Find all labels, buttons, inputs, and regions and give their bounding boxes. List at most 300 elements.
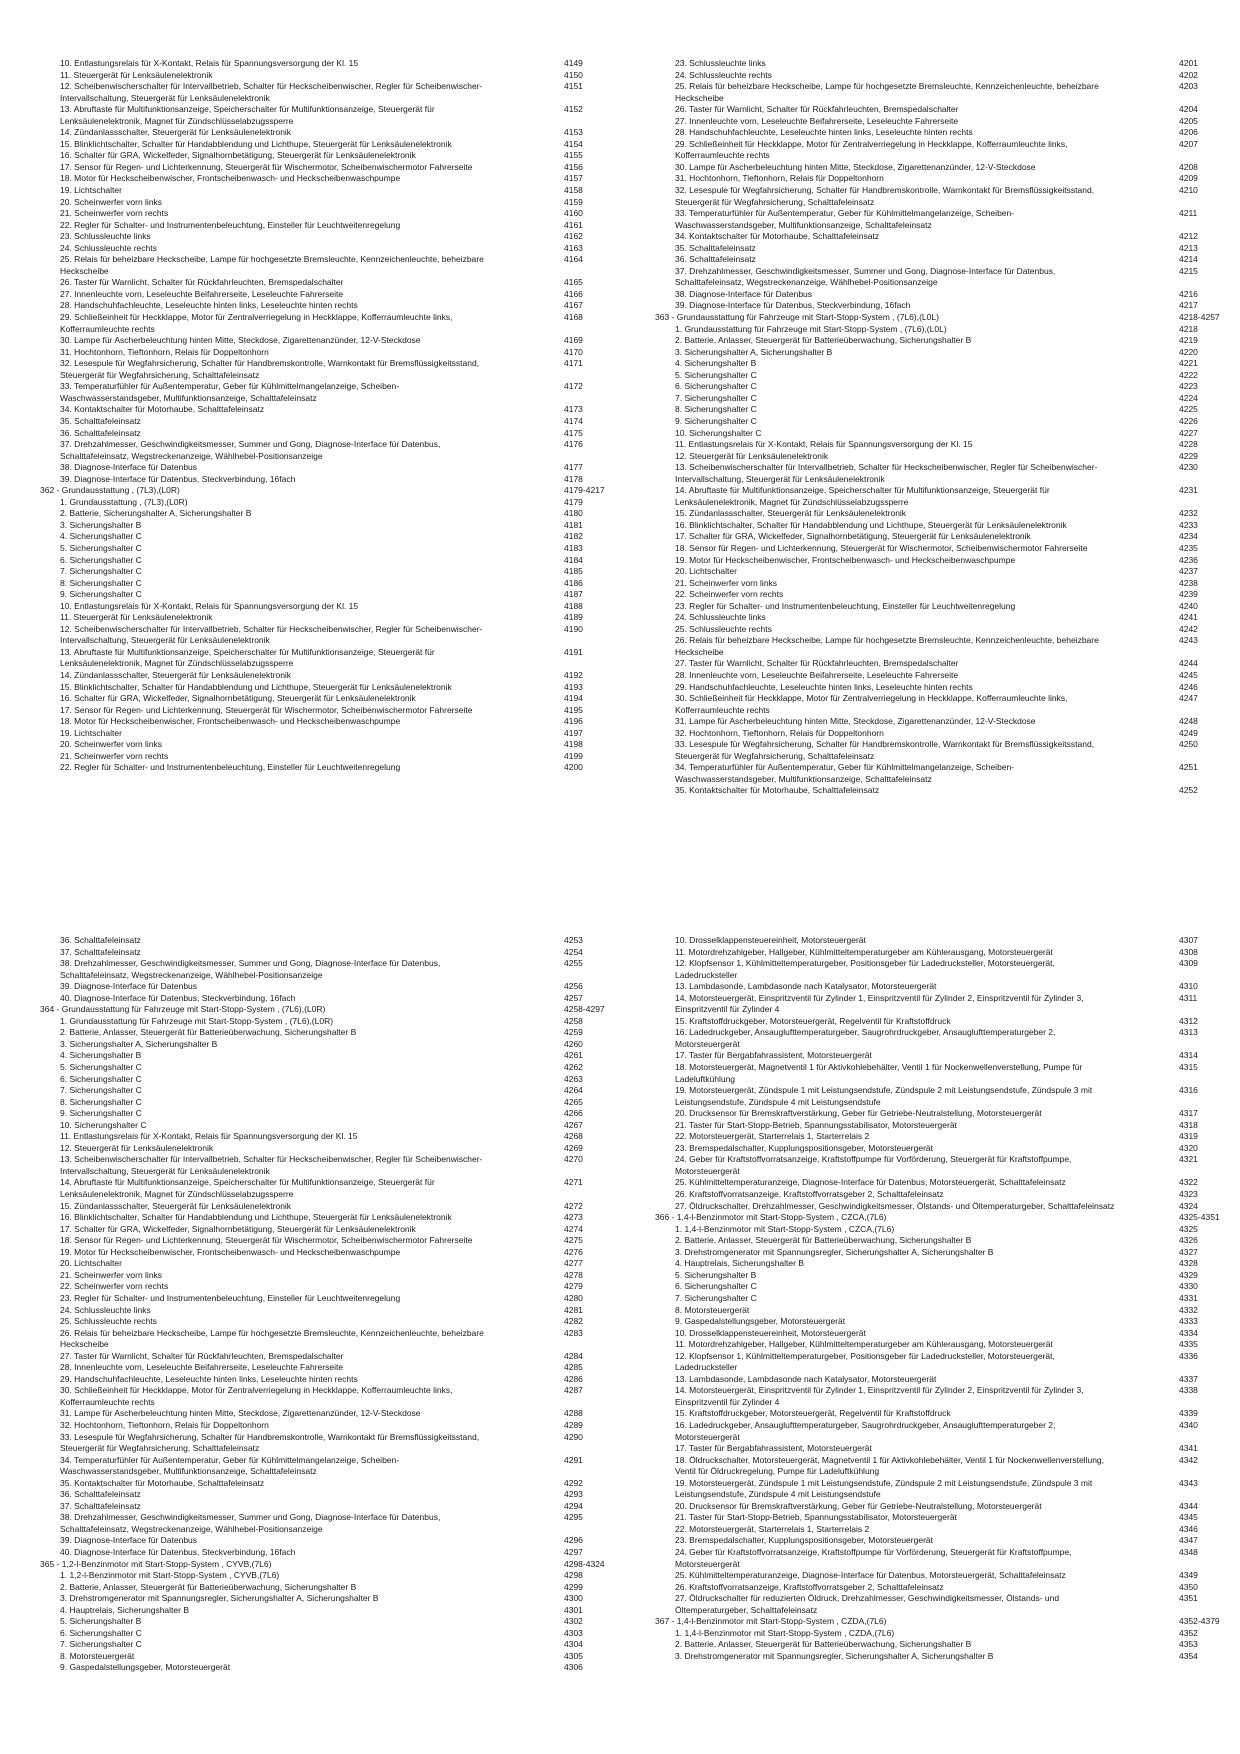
entry-page-number: 4153 (564, 127, 583, 138)
entry-text: 29. Handschuhfachleuchte, Leseleuchte hinten links, Leseleuchte hinten rechts (675, 681, 973, 692)
entry-text: 24. Geber für Kraftstoffvorratsanzeige, Kraftstoffpumpe für Vorförderung, Steuergerät für Kraftstoffpumpe, Motorsteuergerät (675, 1546, 1072, 1569)
entry-page-number: 4192 (564, 669, 583, 680)
index-entry (60, 1420, 620, 1432)
entry-page-number: 4197 (564, 727, 583, 738)
entry-page-number: 4321 (1179, 1154, 1198, 1165)
entry-page-number: 4349 (1179, 1570, 1198, 1581)
entry-text: 23. Regler für Schalter- und Instrumentenbeleuchtung, Einsteller für Leuchtweitenregelung (675, 600, 1016, 611)
entry-text: 3. Drehstromgenerator mit Spannungsregler, Sicherungshalter A, Sicherungshalter B (675, 1650, 994, 1661)
entry-text: 4. Sicherungshalter B (60, 1050, 142, 1061)
index-entry (60, 1177, 620, 1200)
index-entry (675, 1247, 1235, 1259)
entry-text: 2. Batterie, Anlasser, Steuergerät für Batterieüberwachung, Sicherungshalter B (675, 1235, 972, 1246)
entry-page-number: 4350 (1179, 1581, 1198, 1592)
entry-text: 17. Schalter für GRA, Wickelfeder, Signalhornbetätigung, Steuergerät für Lenksäulenelektronik (675, 531, 1031, 542)
entry-text: 7. Sicherungshalter C (675, 1292, 757, 1303)
entry-page-number: 4217 (1179, 300, 1198, 311)
index-entry (60, 543, 620, 555)
entry-page-number: 4288 (564, 1408, 583, 1419)
entry-page-number: 4312 (1179, 1015, 1198, 1026)
index-entry (60, 1628, 620, 1640)
entry-page-number: 4227 (1179, 427, 1198, 438)
entry-page-number: 4283 (564, 1327, 583, 1338)
entry-text: 9. Sicherungshalter C (675, 415, 757, 426)
entry-text: 11. Steuergerät für Lenksäulenelektronik (60, 69, 213, 80)
index-entry (60, 416, 620, 428)
index-entry (60, 612, 620, 624)
entry-text: 13. Lambdasonde, Lambdasonde nach Katalysator, Motorsteuergerät (675, 1373, 937, 1384)
entry-page-number: 4155 (564, 150, 583, 161)
index-entry (60, 254, 620, 277)
entry-text: 27. Innenleuchte vorn, Leseleuchte Beifahrerseite, Leseleuchte Fahrerseite (60, 288, 344, 299)
entry-text: 30. Lampe für Ascherbeleuchtung hinten Mitte, Steckdose, Zigarettenanzünder, 12-V-Steckdose (675, 161, 1036, 172)
index-entry (675, 543, 1235, 555)
entry-page-number: 4248 (1179, 716, 1198, 727)
entry-page-number: 4280 (564, 1292, 583, 1303)
index-entry (675, 462, 1235, 485)
entry-page-number: 4325 (1179, 1223, 1198, 1234)
entry-page-number: 4323 (1179, 1189, 1198, 1200)
entry-text: 37. Schalttafeleinsatz (60, 946, 141, 957)
entry-page-number: 4332 (1179, 1304, 1198, 1315)
entry-text: 17. Sensor für Regen- und Lichterkennung, Steuergerät für Wischermotor, Scheibenwischermotor Fahrerseite (60, 704, 473, 715)
index-entry (675, 289, 1235, 301)
index-entry (675, 1085, 1235, 1108)
entry-page-number: 4230 (1179, 462, 1198, 473)
entry-text: 1. Grundausstattung , (7L3),(L0R) (60, 496, 188, 507)
index-entry (60, 1062, 620, 1074)
index-column-right (655, 58, 1235, 797)
entry-page-number: 4240 (1179, 600, 1198, 611)
index-entry (60, 670, 620, 682)
entry-text: 36. Schalttafeleinsatz (60, 935, 141, 945)
index-entry (675, 785, 1235, 797)
index-entry (60, 462, 620, 474)
entry-text: 18. Motor für Heckscheibenwischer, Frontscheibenwasch- und Heckscheibenwaschpumpe (60, 173, 401, 184)
index-entry (60, 127, 620, 139)
index-entry (675, 485, 1235, 508)
entry-text: 7. Sicherungshalter C (675, 392, 757, 403)
index-entry (675, 381, 1235, 393)
entry-page-number: 4169 (564, 335, 583, 346)
entry-page-number: 4152 (564, 104, 583, 115)
index-entry (60, 1351, 620, 1363)
index-entry (60, 1547, 620, 1559)
entry-page-number: 4165 (564, 277, 583, 288)
entry-text: 12. Steuergerät für Lenksäulenelektronik (60, 1142, 214, 1153)
entry-page-number: 4210 (1179, 185, 1198, 196)
entry-text: 25. Kühlmitteltemperaturanzeige, Diagnose-Interface für Datenbus, Motorsteuergerät, Schalttafeleinsatz (675, 1177, 1066, 1188)
index-entry (675, 1120, 1235, 1132)
section-heading (40, 1559, 620, 1571)
entry-page-number: 4320 (1179, 1142, 1198, 1153)
section-page-range: 4352-4379 (1179, 1616, 1220, 1627)
entry-text: 40. Diagnose-Interface für Datenbus, Steckverbindung, 16fach (60, 1546, 296, 1557)
entry-text: 8. Motorsteuergerät (60, 1650, 135, 1661)
entry-text: 6. Sicherungshalter C (60, 554, 142, 565)
entry-text: 38. Drehzahlmesser, Geschwindigkeitsmesser, Summer und Gong, Diagnose-Interface für Datenbus, Schalttafeleinsatz, Wegstreckenanzeige, Wählhebel-Positionsanzeige (60, 958, 441, 980)
entry-page-number: 4220 (1179, 346, 1198, 357)
entry-text: 37. Drehzahlmesser, Geschwindigkeitsmesser, Summer und Gong, Diagnose-Interface für Datenbus, Schalttafeleinsatz, Wegstreckenanzeige, Wählhebel-Positionsanzeige (675, 265, 1056, 288)
entry-page-number: 4300 (564, 1593, 583, 1604)
index-entry (675, 693, 1235, 716)
index-entry (60, 1143, 620, 1155)
entry-text: 32. Lesespule für Wegfahrsicherung, Schalter für Handbremskontrolle, Warnkontakt für Bremsflüssigkeitsstand, Steuergerät für Wegfahrsicherung, Schalttafeleinsatz (60, 358, 480, 380)
entry-text: 26. Kraftstoffvorratsanzeige, Kraftstoffvorratsgeber 2, Schalttafeleinsatz (675, 1581, 944, 1592)
entry-page-number: 4183 (564, 542, 583, 553)
entry-text: 13. Abruftaste für Multifunktionsanzeige, Speicherschalter für Multifunktionsanzeige, Steuergerät für Lenksäulenelektronik, Magnet für Zündschlüsselabzugssperre (60, 104, 435, 126)
entry-text: 5. Sicherungshalter C (60, 1062, 142, 1073)
entry-text: 27. Taster für Warnlicht, Schalter für Rückfahrleuchten, Bremspedalschalter (60, 1350, 344, 1361)
entry-page-number: 4191 (564, 646, 583, 657)
index-entry (675, 254, 1235, 266)
index-entry (675, 324, 1235, 336)
entry-text: 24. Geber für Kraftstoffvorratsanzeige, Kraftstoffpumpe für Vorförderung, Steuergerät für Kraftstoffpumpe, Motorsteuergerät (675, 1154, 1072, 1176)
entry-text: 24. Schlussleuchte rechts (675, 69, 772, 80)
entry-page-number: 4223 (1179, 381, 1198, 392)
entry-page-number: 4352 (1179, 1627, 1198, 1638)
entry-page-number: 4249 (1179, 727, 1198, 738)
index-entry (675, 1201, 1235, 1213)
index-entry (60, 751, 620, 763)
entry-page-number: 4334 (1179, 1327, 1198, 1338)
entry-page-number: 4214 (1179, 254, 1198, 265)
section-title: 366 - 1,4-l-Benzinmotor mit Start-Stopp-System , CZCA,(7L6) (655, 1212, 887, 1223)
entry-page-number: 4201 (1179, 58, 1198, 68)
entry-page-number: 4318 (1179, 1119, 1198, 1130)
index-entry (60, 289, 620, 301)
index-entry (60, 1154, 620, 1177)
entry-page-number: 4198 (564, 739, 583, 750)
entry-page-number: 4344 (1179, 1500, 1198, 1511)
entry-text: 27. Innenleuchte vorn, Leseleuchte Beifahrerseite, Leseleuchte Fahrerseite (675, 115, 959, 126)
entry-text: 31. Hochtonhorn, Tieftonhorn, Relais für Doppeltonhorn (60, 346, 269, 357)
index-entry (60, 1662, 620, 1674)
entry-text: 7. Sicherungshalter C (60, 566, 142, 577)
index-entry (60, 1362, 620, 1374)
entry-text: 10. Drosselklappensteuereinheit, Motorsteuergerät (675, 1327, 866, 1338)
section-page-range: 4179-4217 (564, 485, 605, 496)
entry-page-number: 4254 (564, 946, 583, 957)
entry-page-number: 4351 (1179, 1593, 1198, 1604)
entry-text: 11. Entlastungsrelais für X-Kontakt, Relais für Spannungsversorgung der Kl. 15 (675, 439, 973, 450)
index-entry (60, 439, 620, 462)
index-entry (60, 220, 620, 232)
entry-page-number: 4264 (564, 1085, 583, 1096)
entry-page-number: 4329 (1179, 1269, 1198, 1280)
entry-text: 15. Zündanlassschalter, Steuergerät für Lenksäulenelektronik (60, 1200, 292, 1211)
entry-page-number: 4298 (564, 1570, 583, 1581)
index-entry (675, 520, 1235, 532)
entry-page-number: 4268 (564, 1131, 583, 1142)
entry-page-number: 4315 (1179, 1062, 1198, 1073)
entry-page-number: 4244 (1179, 658, 1198, 669)
entry-page-number: 4294 (564, 1500, 583, 1511)
index-entry (675, 578, 1235, 590)
entry-text: 5. Sicherungshalter C (60, 542, 142, 553)
entry-page-number: 4313 (1179, 1027, 1198, 1038)
entry-text: 27. Öldruckschalter, Drehzahlmesser, Geschwindigkeitsmesser, Ölstands- und Öltemperaturgeber, Schalttafeleinsatz (675, 1200, 1115, 1211)
entry-page-number: 4204 (1179, 104, 1198, 115)
entry-text: 10. Sicherungshalter C (60, 1119, 147, 1130)
index-entry (675, 1270, 1235, 1282)
entry-text: 1. 1,2-l-Benzinmotor mit Start-Stopp-System , CYVB,(7L6) (60, 1570, 280, 1581)
entry-page-number: 4342 (1179, 1454, 1198, 1465)
entry-page-number: 4277 (564, 1258, 583, 1269)
index-entry (675, 1628, 1235, 1640)
index-entry (675, 624, 1235, 636)
entry-text: 22. Scheinwerfer vorn rechts (675, 589, 784, 600)
entry-page-number: 4252 (1179, 785, 1198, 796)
entry-text: 31. Hochtonhorn, Tieftonhorn, Relais für Doppeltonhorn (675, 173, 884, 184)
entry-page-number: 4170 (564, 346, 583, 357)
entry-text: 39. Diagnose-Interface für Datenbus, Steckverbindung, 16fach (60, 473, 296, 484)
entry-text: 16. Schalter für GRA, Wickelfeder, Signalhornbetätigung, Steuergerät für Lenksäulenelektronik (60, 150, 416, 161)
entry-text: 15. Zündanlassschalter, Steuergerät für Lenksäulenelektronik (675, 508, 907, 519)
index-entry (60, 1016, 620, 1028)
entry-page-number: 4292 (564, 1477, 583, 1488)
index-entry (675, 762, 1235, 785)
entry-page-number: 4267 (564, 1119, 583, 1130)
index-entry (60, 162, 620, 174)
index-entry (60, 508, 620, 520)
entry-page-number: 4309 (1179, 958, 1198, 969)
index-entry (60, 335, 620, 347)
entry-text: 34. Kontaktschalter für Motorhaube, Schalttafeleinsatz (60, 404, 265, 415)
entry-text: 36. Schalttafeleinsatz (60, 427, 141, 438)
index-entry (60, 935, 620, 947)
entry-page-number: 4296 (564, 1535, 583, 1546)
index-entry (675, 981, 1235, 993)
entry-page-number: 4182 (564, 531, 583, 542)
section-heading (40, 485, 620, 497)
entry-page-number: 4218 (1179, 323, 1198, 334)
entry-text: 20. Drucksensor für Bremskraftverstärkung, Geber für Getriebe-Neutralstellung, Motorsteuergerät (675, 1500, 1042, 1511)
index-entry (675, 682, 1235, 694)
entry-page-number: 4187 (564, 589, 583, 600)
entry-page-number: 4301 (564, 1604, 583, 1615)
entry-page-number: 4179 (564, 496, 583, 507)
index-entry (60, 1455, 620, 1478)
entry-text: 13. Lambdasonde, Lambdasonde nach Katalysator, Motorsteuergerät (675, 981, 937, 992)
entry-text: 27. Öldruckschalter für reduzierten Öldruck, Drehzahlmesser, Geschwindigkeitsmesser, Ölstands- und Öltemperaturgeber, Schalttafeleinsatz (675, 1593, 1060, 1615)
entry-page-number: 4225 (1179, 404, 1198, 415)
entry-text: 24. Schlussleuchte links (60, 1304, 151, 1315)
entry-page-number: 4176 (564, 439, 583, 450)
index-entry (60, 1293, 620, 1305)
entry-text: 16. Ladedruckgeber, Ansauglufttemperaturgeber, Saugrohrdruckgeber, Ansauglufttemperaturgeber 2, Motorsteuergerät (675, 1419, 1056, 1442)
section-page-range: 4298-4324 (564, 1558, 605, 1569)
index-entry (60, 1027, 620, 1039)
entry-page-number: 4180 (564, 508, 583, 519)
index-entry (60, 1328, 620, 1351)
entry-page-number: 4189 (564, 612, 583, 623)
entry-page-number: 4265 (564, 1096, 583, 1107)
entry-text: 15. Blinklichtschalter, Schalter für Handabblendung und Lichthupe, Steuergerät für Lenksäulenelektronik (60, 681, 452, 692)
entry-page-number: 4181 (564, 519, 583, 530)
entry-page-number: 4196 (564, 716, 583, 727)
entry-text: 20. Drucksensor für Bremskraftverstärkung, Geber für Getriebe-Neutralstellung, Motorsteuergerät (675, 1108, 1042, 1119)
entry-page-number: 4149 (564, 58, 583, 68)
index-entry (675, 508, 1235, 520)
entry-text: 20. Scheinwerfer vorn links (60, 196, 163, 207)
entry-page-number: 4199 (564, 750, 583, 761)
entry-page-number: 4290 (564, 1431, 583, 1442)
index-entry (60, 277, 620, 289)
index-entry (675, 70, 1235, 82)
entry-text: 35. Kontaktschalter für Motorhaube, Schalttafeleinsatz (60, 1477, 265, 1488)
index-entry (675, 1478, 1235, 1501)
index-entry (675, 1027, 1235, 1050)
entry-text: 17. Schalter für GRA, Wickelfeder, Signalhornbetätigung, Steuergerät für Lenksäulenelektronik (60, 1223, 416, 1234)
index-entry (60, 993, 620, 1005)
entry-text: 37. Schalttafeleinsatz (60, 1500, 141, 1511)
entry-page-number: 4304 (564, 1639, 583, 1650)
index-entry (675, 947, 1235, 959)
entry-text: 37. Drehzahlmesser, Geschwindigkeitsmesser, Summer und Gong, Diagnose-Interface für Datenbus, Schalttafeleinsatz, Wegstreckenanzeige, Wählhebel-Positionsanzeige (60, 439, 441, 461)
entry-text: 10. Entlastungsrelais für X-Kontakt, Relais für Spannungsversorgung der Kl. 15 (60, 600, 359, 611)
index-entry (675, 1154, 1235, 1177)
entry-page-number: 4238 (1179, 577, 1198, 588)
entry-text: 25. Relais für beheizbare Heckscheibe, Lampe für hochgesetzte Bremsleuchte, Kennzeichenleuchte, beheizbare Heckscheibe (675, 81, 1099, 103)
index-entry (60, 1201, 620, 1213)
index-entry (675, 1408, 1235, 1420)
index-entry (675, 935, 1235, 947)
entry-page-number: 4232 (1179, 508, 1198, 519)
index-entry (675, 243, 1235, 255)
entry-text: 33. Temperaturfühler für Außentemperatur, Geber für Kühlmittelmangelanzeige, Scheiben-Waschwasserstandsgeber, Multifunktionsanzeige, Schalttafeleinsatz (60, 381, 400, 403)
entry-text: 16. Blinklichtschalter, Schalter für Handabblendung und Lichthupe, Steuergerät für Lenksäulenelektronik (60, 1212, 452, 1223)
entry-page-number: 4255 (564, 958, 583, 969)
index-entry (60, 1281, 620, 1293)
index-entry (60, 1258, 620, 1270)
entry-text: 6. Sicherungshalter C (675, 1281, 757, 1292)
index-entry (60, 1501, 620, 1513)
entry-page-number: 4246 (1179, 681, 1198, 692)
index-entry (675, 358, 1235, 370)
index-entry (675, 958, 1235, 981)
entry-page-number: 4160 (564, 208, 583, 219)
entry-text: 3. Drehstromgenerator mit Spannungsregler, Sicherungshalter A, Sicherungshalter B (675, 1246, 994, 1257)
entry-page-number: 4306 (564, 1662, 583, 1673)
index-entry (675, 1016, 1235, 1028)
section-page-range: 4325-4351 (1179, 1212, 1220, 1223)
entry-page-number: 4241 (1179, 612, 1198, 623)
entry-page-number: 4261 (564, 1050, 583, 1061)
entry-page-number: 4305 (564, 1650, 583, 1661)
index-entry (60, 601, 620, 613)
entry-text: 2. Batterie, Anlasser, Steuergerät für Batterieüberwachung, Sicherungshalter B (675, 335, 972, 346)
index-entry (60, 647, 620, 670)
entry-page-number: 4345 (1179, 1512, 1198, 1523)
entry-text: 11. Motordrehzahlgeber, Hallgeber, Kühlmitteltemperaturgeber am Kühlerausgang, Motorsteuergerät (675, 1339, 1053, 1350)
entry-page-number: 4322 (1179, 1177, 1198, 1188)
entry-text: 19. Motorsteuergerät, Zündspule 1 mit Leistungsendstufe, Zündspule 2 mit Leistungsendstufe, Zündspule 3 mit Leistungsendstufe, Zündspule 4 mit Leistungsendstufe (675, 1477, 1093, 1500)
entry-page-number: 4272 (564, 1200, 583, 1211)
entry-text: 12. Scheibenwischerschalter für Intervallbetrieb, Schalter für Heckscheibenwischer, Regler für Scheibenwischer-Intervallschaltung, Steuergerät für Lenksäulenelektronik (60, 81, 483, 103)
entry-page-number: 4162 (564, 231, 583, 242)
entry-text: 14. Motorsteuergerät, Einspritzventil für Zylinder 1, Einspritzventil für Zylinder 2, Einspritzventil für Zylinder 3, Einspritzventil für Zylinder 4 (675, 992, 1084, 1015)
entry-text: 36. Schalttafeleinsatz (675, 254, 756, 265)
index-entry (60, 958, 620, 981)
entry-text: 11. Motordrehzahlgeber, Hallgeber, Kühlmitteltemperaturgeber am Kühlerausgang, Motorsteuergerät (675, 946, 1053, 957)
entry-text: 32. Hochtonhorn, Tieftonhorn, Relais für Doppeltonhorn (675, 727, 884, 738)
entry-text: 14. Abruftaste für Multifunktionsanzeige, Speicherschalter für Multifunktionsanzeige, Steuergerät für Lenksäulenelektronik, Magnet für Zündschlüsselabzugssperre (60, 1177, 435, 1200)
entry-page-number: 4193 (564, 681, 583, 692)
entry-text: 28. Handschuhfachleuchte, Leseleuchte hinten links, Leseleuchte hinten rechts (60, 300, 358, 311)
entry-text: 21. Taster für Start-Stopp-Betrieb, Spannungsstabilisator, Motorsteuergerät (675, 1512, 957, 1523)
entry-text: 20. Lichtschalter (675, 566, 737, 577)
entry-page-number: 4228 (1179, 439, 1198, 450)
entry-page-number: 4297 (564, 1546, 583, 1557)
entry-page-number: 4259 (564, 1027, 583, 1038)
index-entry (60, 762, 620, 774)
section-heading (655, 312, 1235, 324)
entry-page-number: 4221 (1179, 358, 1198, 369)
index-entry (675, 589, 1235, 601)
index-entry (675, 1235, 1235, 1247)
index-entry (60, 682, 620, 694)
index-entry (675, 1062, 1235, 1085)
index-entry (675, 555, 1235, 567)
index-entry (675, 635, 1235, 658)
entry-page-number: 4184 (564, 554, 583, 565)
entry-text: 22. Motorsteuergerät, Starterrelais 1, Starterrelais 2 (675, 1523, 870, 1534)
entry-text: 22. Regler für Schalter- und Instrumentenbeleuchtung, Einsteller für Leuchtweitenregelung (60, 219, 401, 230)
section-heading (40, 1004, 620, 1016)
entry-page-number: 4158 (564, 185, 583, 196)
entry-page-number: 4270 (564, 1154, 583, 1165)
entry-text: 22. Regler für Schalter- und Instrumentenbeleuchtung, Einsteller für Leuchtweitenregelung (60, 762, 401, 773)
index-entry (60, 1074, 620, 1086)
index-entry (675, 1639, 1235, 1651)
entry-text: 11. Entlastungsrelais für X-Kontakt, Relais für Spannungsversorgung der Kl. 15 (60, 1131, 358, 1142)
entry-text: 26. Taster für Warnlicht, Schalter für Rückfahrleuchten, Bremspedalschalter (675, 104, 959, 115)
entry-page-number: 4278 (564, 1269, 583, 1280)
entry-text: 26. Taster für Warnlicht, Schalter für Rückfahrleuchten, Bremspedalschalter (60, 277, 344, 288)
entry-page-number: 4239 (1179, 589, 1198, 600)
entry-page-number: 4163 (564, 242, 583, 253)
index-entry (60, 1489, 620, 1501)
index-entry (675, 1443, 1235, 1455)
entry-text: 22. Motorsteuergerät, Starterrelais 1, Starterrelais 2 (675, 1131, 870, 1142)
index-column-right (655, 935, 1235, 1662)
index-entry (675, 104, 1235, 116)
index-entry (60, 566, 620, 578)
index-entry (60, 1270, 620, 1282)
index-entry (60, 104, 620, 127)
index-entry (60, 58, 620, 70)
index-entry (675, 428, 1235, 440)
entry-page-number: 4307 (1179, 935, 1198, 945)
entry-text: 1. Grundausstattung für Fahrzeuge mit Start-Stopp-System , (7L6),(L0R) (60, 1015, 334, 1026)
entry-page-number: 4333 (1179, 1316, 1198, 1327)
entry-page-number: 4291 (564, 1454, 583, 1465)
entry-text: 30. Schließeinheit für Heckklappe, Motor für Zentralverriegelung in Heckklappe, Kofferraumleuchte links, Kofferraumleuchte rechts (675, 693, 1068, 715)
entry-page-number: 4302 (564, 1616, 583, 1627)
entry-text: 8. Motorsteuergerät (675, 1304, 750, 1315)
index-entry (60, 231, 620, 243)
index-entry (675, 1224, 1235, 1236)
entry-text: 4. Sicherungshalter C (60, 531, 142, 542)
index-entry (60, 1616, 620, 1628)
entry-page-number: 4279 (564, 1281, 583, 1292)
index-entry (60, 312, 620, 335)
entry-page-number: 4330 (1179, 1281, 1198, 1292)
index-entry (675, 1131, 1235, 1143)
entry-page-number: 4185 (564, 566, 583, 577)
index-entry (60, 555, 620, 567)
